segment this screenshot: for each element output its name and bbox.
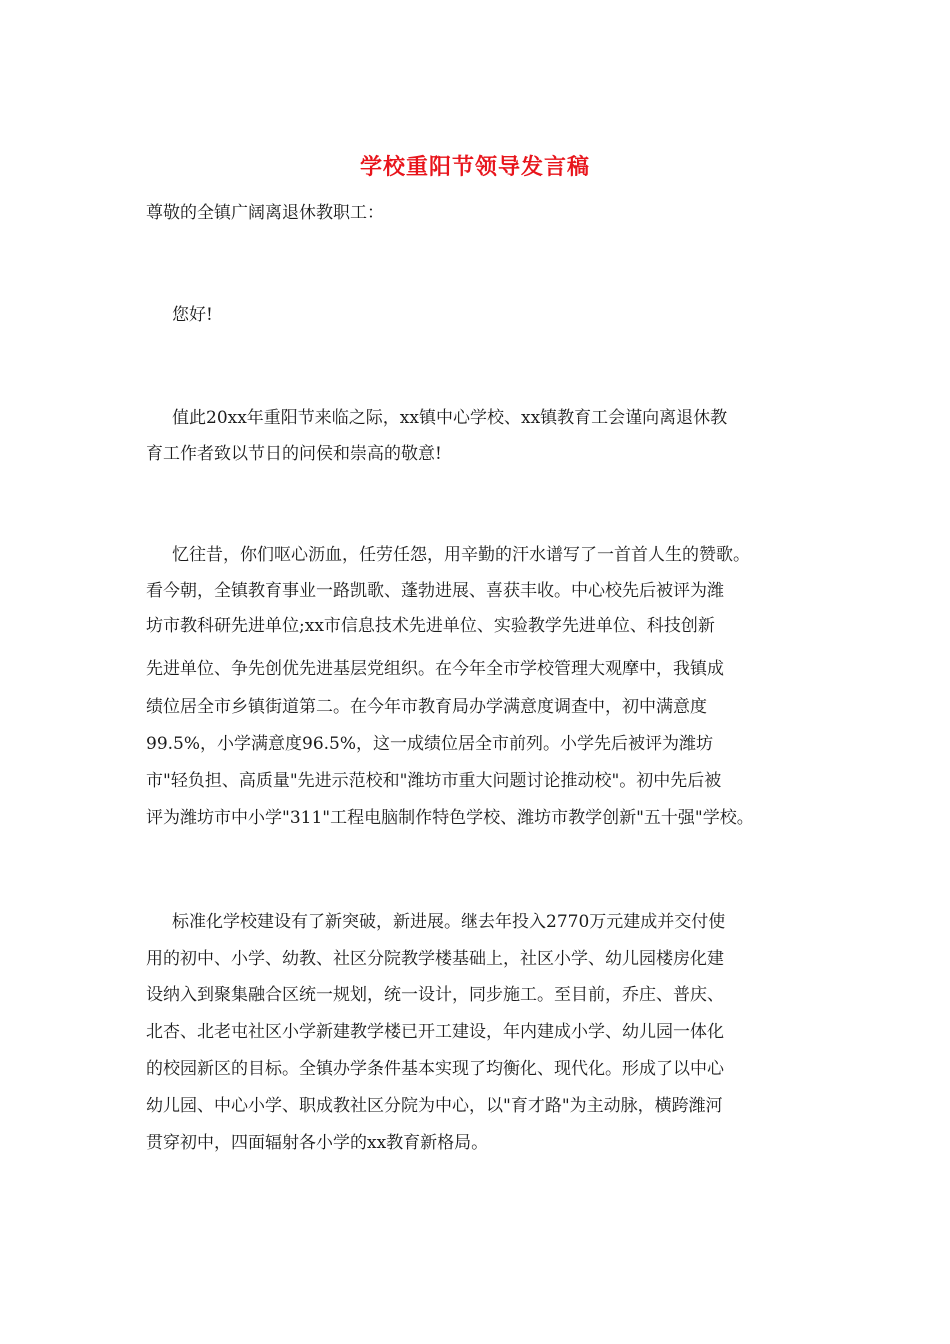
paragraph-2-line-1: 忆往昔，你们呕心沥血，任劳任怨，用辛勤的汗水谱写了一首首人生的赞歌。 [172,545,750,565]
paragraph-3-line-4: 北杏、北老屯社区小学新建教学楼已开工建设，年内建成小学、幼儿园一体化 [146,1022,724,1042]
paragraph-1-line-2: 育工作者致以节日的问侯和崇高的敬意! [146,444,442,464]
paragraph-2-line-5: 绩位居全市乡镇街道第二。在今年市教育局办学满意度调查中，初中满意度 [146,697,707,717]
paragraph-3-line-3: 设纳入到聚集融合区统一规划，统一设计，同步施工。至目前，乔庄、普庆、 [146,985,724,1005]
paragraph-3-line-5: 的校园新区的目标。全镇办学条件基本实现了均衡化、现代化。形成了以中心 [146,1059,724,1079]
paragraph-2-line-4: 先进单位、争先创优先进基层党组织。在今年全市学校管理大观摩中，我镇成 [146,659,724,679]
paragraph-2-line-8: 评为潍坊市中小学"311"工程电脑制作特色学校、潍坊市教学创新"五十强"学校。 [146,808,754,828]
paragraph-2-line-3: 坊市教科研先进单位;xx市信息技术先进单位、实验教学先进单位、科技创新 [146,616,715,636]
paragraph-1-line-1: 值此20xx年重阳节来临之际，xx镇中心学校、xx镇教育工会谨向离退休教 [172,408,728,428]
paragraph-2-line-7: 市"轻负担、高质量"先进示范校和"潍坊市重大问题讨论推动校"。初中先后被 [146,771,722,791]
document-title: 学校重阳节领导发言稿 [359,154,590,180]
greeting: 您好! [172,305,213,325]
paragraph-2-line-2: 看今朝，全镇教育事业一路凯歌、蓬勃进展、喜获丰收。中心校先后被评为潍 [146,581,724,601]
paragraph-3-line-6: 幼儿园、中心小学、职成教社区分院为中心，以"育才路"为主动脉，横跨潍河 [146,1096,723,1116]
paragraph-2-line-6: 99.5%，小学满意度96.5%，这一成绩位居全市前列。小学先后被评为潍坊 [146,734,714,754]
salutation: 尊敬的全镇广阔离退休教职工： [146,203,384,223]
paragraph-3-line-2: 用的初中、小学、幼教、社区分院教学楼基础上，社区小学、幼儿园楼房化建 [146,949,724,969]
paragraph-3-line-1: 标准化学校建设有了新突破，新进展。继去年投入2770万元建成并交付使 [172,912,726,932]
paragraph-3-line-7: 贯穿初中，四面辐射各小学的xx教育新格局。 [146,1133,489,1153]
